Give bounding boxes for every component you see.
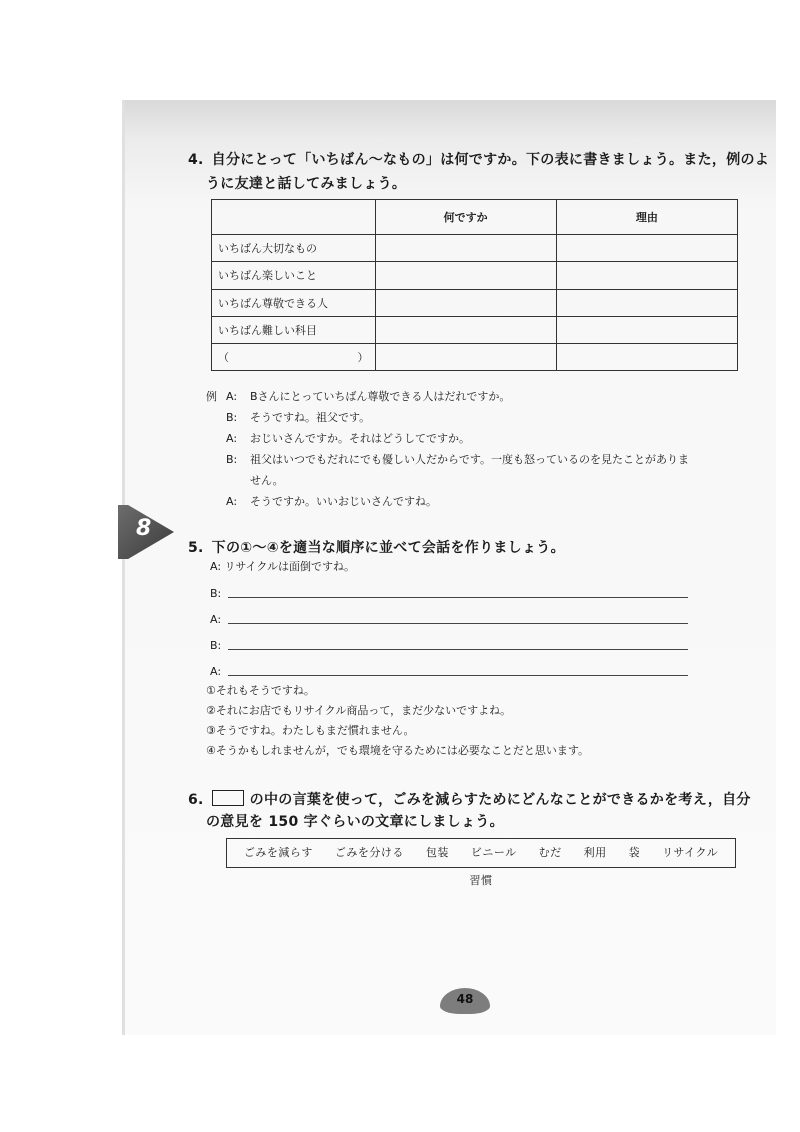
- q6-line2: の意見を 150 字ぐらいの文章にしましょう。: [206, 814, 504, 830]
- table-row: [212, 235, 738, 262]
- example-text: 祖父はいつでもだれにでも優しい人だからです。一度も怒っているのを見たことがありま: [250, 453, 690, 466]
- example-line: [206, 491, 689, 512]
- example-line: [206, 449, 689, 470]
- speaker: A:: [226, 432, 238, 445]
- answer-cell-reason[interactable]: [556, 343, 737, 370]
- table-row: [212, 262, 738, 289]
- choice-list: [206, 681, 589, 761]
- q6-line1: の中の言葉を使って，ごみを減らすためにどんなことができるかを考え，自分: [249, 792, 751, 808]
- word-item: ごみを分ける: [334, 846, 404, 859]
- example-text: おじいさんですか。それはどうしてですか。: [250, 432, 470, 445]
- speaker: B:: [226, 411, 238, 424]
- example-text: せん。: [250, 474, 284, 487]
- word-item: ごみを減らす: [243, 846, 313, 859]
- blank-rule: [228, 649, 688, 650]
- q5-number: 5.: [188, 540, 204, 556]
- table-row: [212, 316, 738, 343]
- example-text: そうですか。いいおじいさんですね。: [250, 495, 437, 508]
- example-line: [206, 428, 689, 449]
- choice-item: ④そうかもしれませんが，でも環境を守るためには必要なことだと思います。: [206, 744, 589, 757]
- word-bank: [226, 838, 736, 887]
- speaker: B:: [210, 587, 222, 600]
- speaker: A:: [210, 665, 222, 678]
- blank-rule: [228, 597, 688, 598]
- word-item: 利用: [583, 846, 607, 859]
- answer-cell-what[interactable]: [375, 343, 556, 370]
- answer-cell-reason[interactable]: [556, 316, 737, 343]
- blank-rule: [228, 623, 688, 624]
- word-item: リサイクル: [662, 846, 719, 859]
- example-line: [206, 407, 689, 428]
- word-item: 包装: [425, 846, 449, 859]
- q6-heading: [188, 788, 751, 812]
- example-dialog: [206, 386, 689, 512]
- word-item: 習慣: [469, 874, 493, 887]
- blank-rule: [228, 675, 688, 676]
- answer-cell-reason[interactable]: [556, 289, 737, 316]
- q6-number: 6.: [188, 792, 204, 808]
- q5-first-line: A: リサイクルは面倒ですね。: [210, 560, 355, 573]
- table-row: [212, 343, 738, 370]
- word-item: 袋: [628, 846, 641, 859]
- speaker: B:: [226, 453, 238, 466]
- example-line: [206, 470, 689, 491]
- table-header-row: [212, 200, 738, 235]
- table-row: [212, 289, 738, 316]
- paren-open: （: [218, 350, 229, 364]
- table-header-what: 何ですか: [375, 200, 556, 235]
- answer-line[interactable]: [210, 584, 688, 602]
- table-header-empty: [212, 200, 376, 235]
- row-label: いちばん難しい科目: [212, 316, 376, 343]
- ranking-table: [211, 199, 738, 371]
- q4-line2: うに友達と話してみましょう。: [206, 176, 407, 192]
- example-text: Bさんにとっていちばん尊敬できる人はだれですか。: [250, 390, 511, 403]
- answer-cell-reason[interactable]: [556, 235, 737, 262]
- row-label: いちばん楽しいこと: [212, 262, 376, 289]
- q5-title: 下の①～④を適当な順序に並べて会話を作りましょう。: [211, 540, 565, 556]
- q4-line1: 自分にとって「いちばん～なもの」は何ですか。下の表に書きましょう。また，例のよ: [211, 152, 770, 168]
- word-item: むだ: [538, 846, 562, 859]
- page-edge: [122, 100, 125, 1035]
- answer-cell-reason[interactable]: [556, 262, 737, 289]
- q4-heading: [188, 148, 769, 172]
- row-label: いちばん大切なもの: [212, 235, 376, 262]
- speaker: B:: [210, 639, 222, 652]
- paren-close: ）: [357, 350, 369, 364]
- word-item: ビニール: [470, 846, 517, 859]
- speaker: A:: [226, 390, 238, 403]
- word-box-placeholder: [212, 790, 244, 806]
- answer-line[interactable]: [210, 610, 688, 628]
- speaker: A:: [226, 495, 238, 508]
- speaker: A:: [210, 613, 222, 626]
- q6-heading-cont: [206, 810, 504, 834]
- example-label: 例: [206, 390, 217, 403]
- answer-cell-what[interactable]: [375, 316, 556, 343]
- answer-cell-what[interactable]: [375, 235, 556, 262]
- chapter-tab-number: 8: [136, 516, 152, 541]
- example-text: そうですね。祖父です。: [250, 411, 371, 424]
- row-label: いちばん尊敬できる人: [212, 289, 376, 316]
- q4-number: 4.: [188, 152, 204, 168]
- answer-line[interactable]: [210, 662, 688, 680]
- answer-cell-what[interactable]: [375, 262, 556, 289]
- q4-heading-cont: [206, 172, 406, 196]
- answer-line[interactable]: [210, 636, 688, 654]
- answer-cell-what[interactable]: [375, 289, 556, 316]
- choice-item: ③そうですね。わたしもまだ慣れません。: [206, 724, 415, 737]
- choice-item: ①それもそうですね。: [206, 684, 315, 697]
- page-number: 48: [456, 992, 474, 1006]
- choice-item: ②それにお店でもリサイクル商品って，まだ少ないですよね。: [206, 704, 512, 717]
- table-header-reason: 理由: [556, 200, 737, 235]
- custom-row-label[interactable]: [212, 343, 376, 370]
- example-line: [206, 386, 689, 407]
